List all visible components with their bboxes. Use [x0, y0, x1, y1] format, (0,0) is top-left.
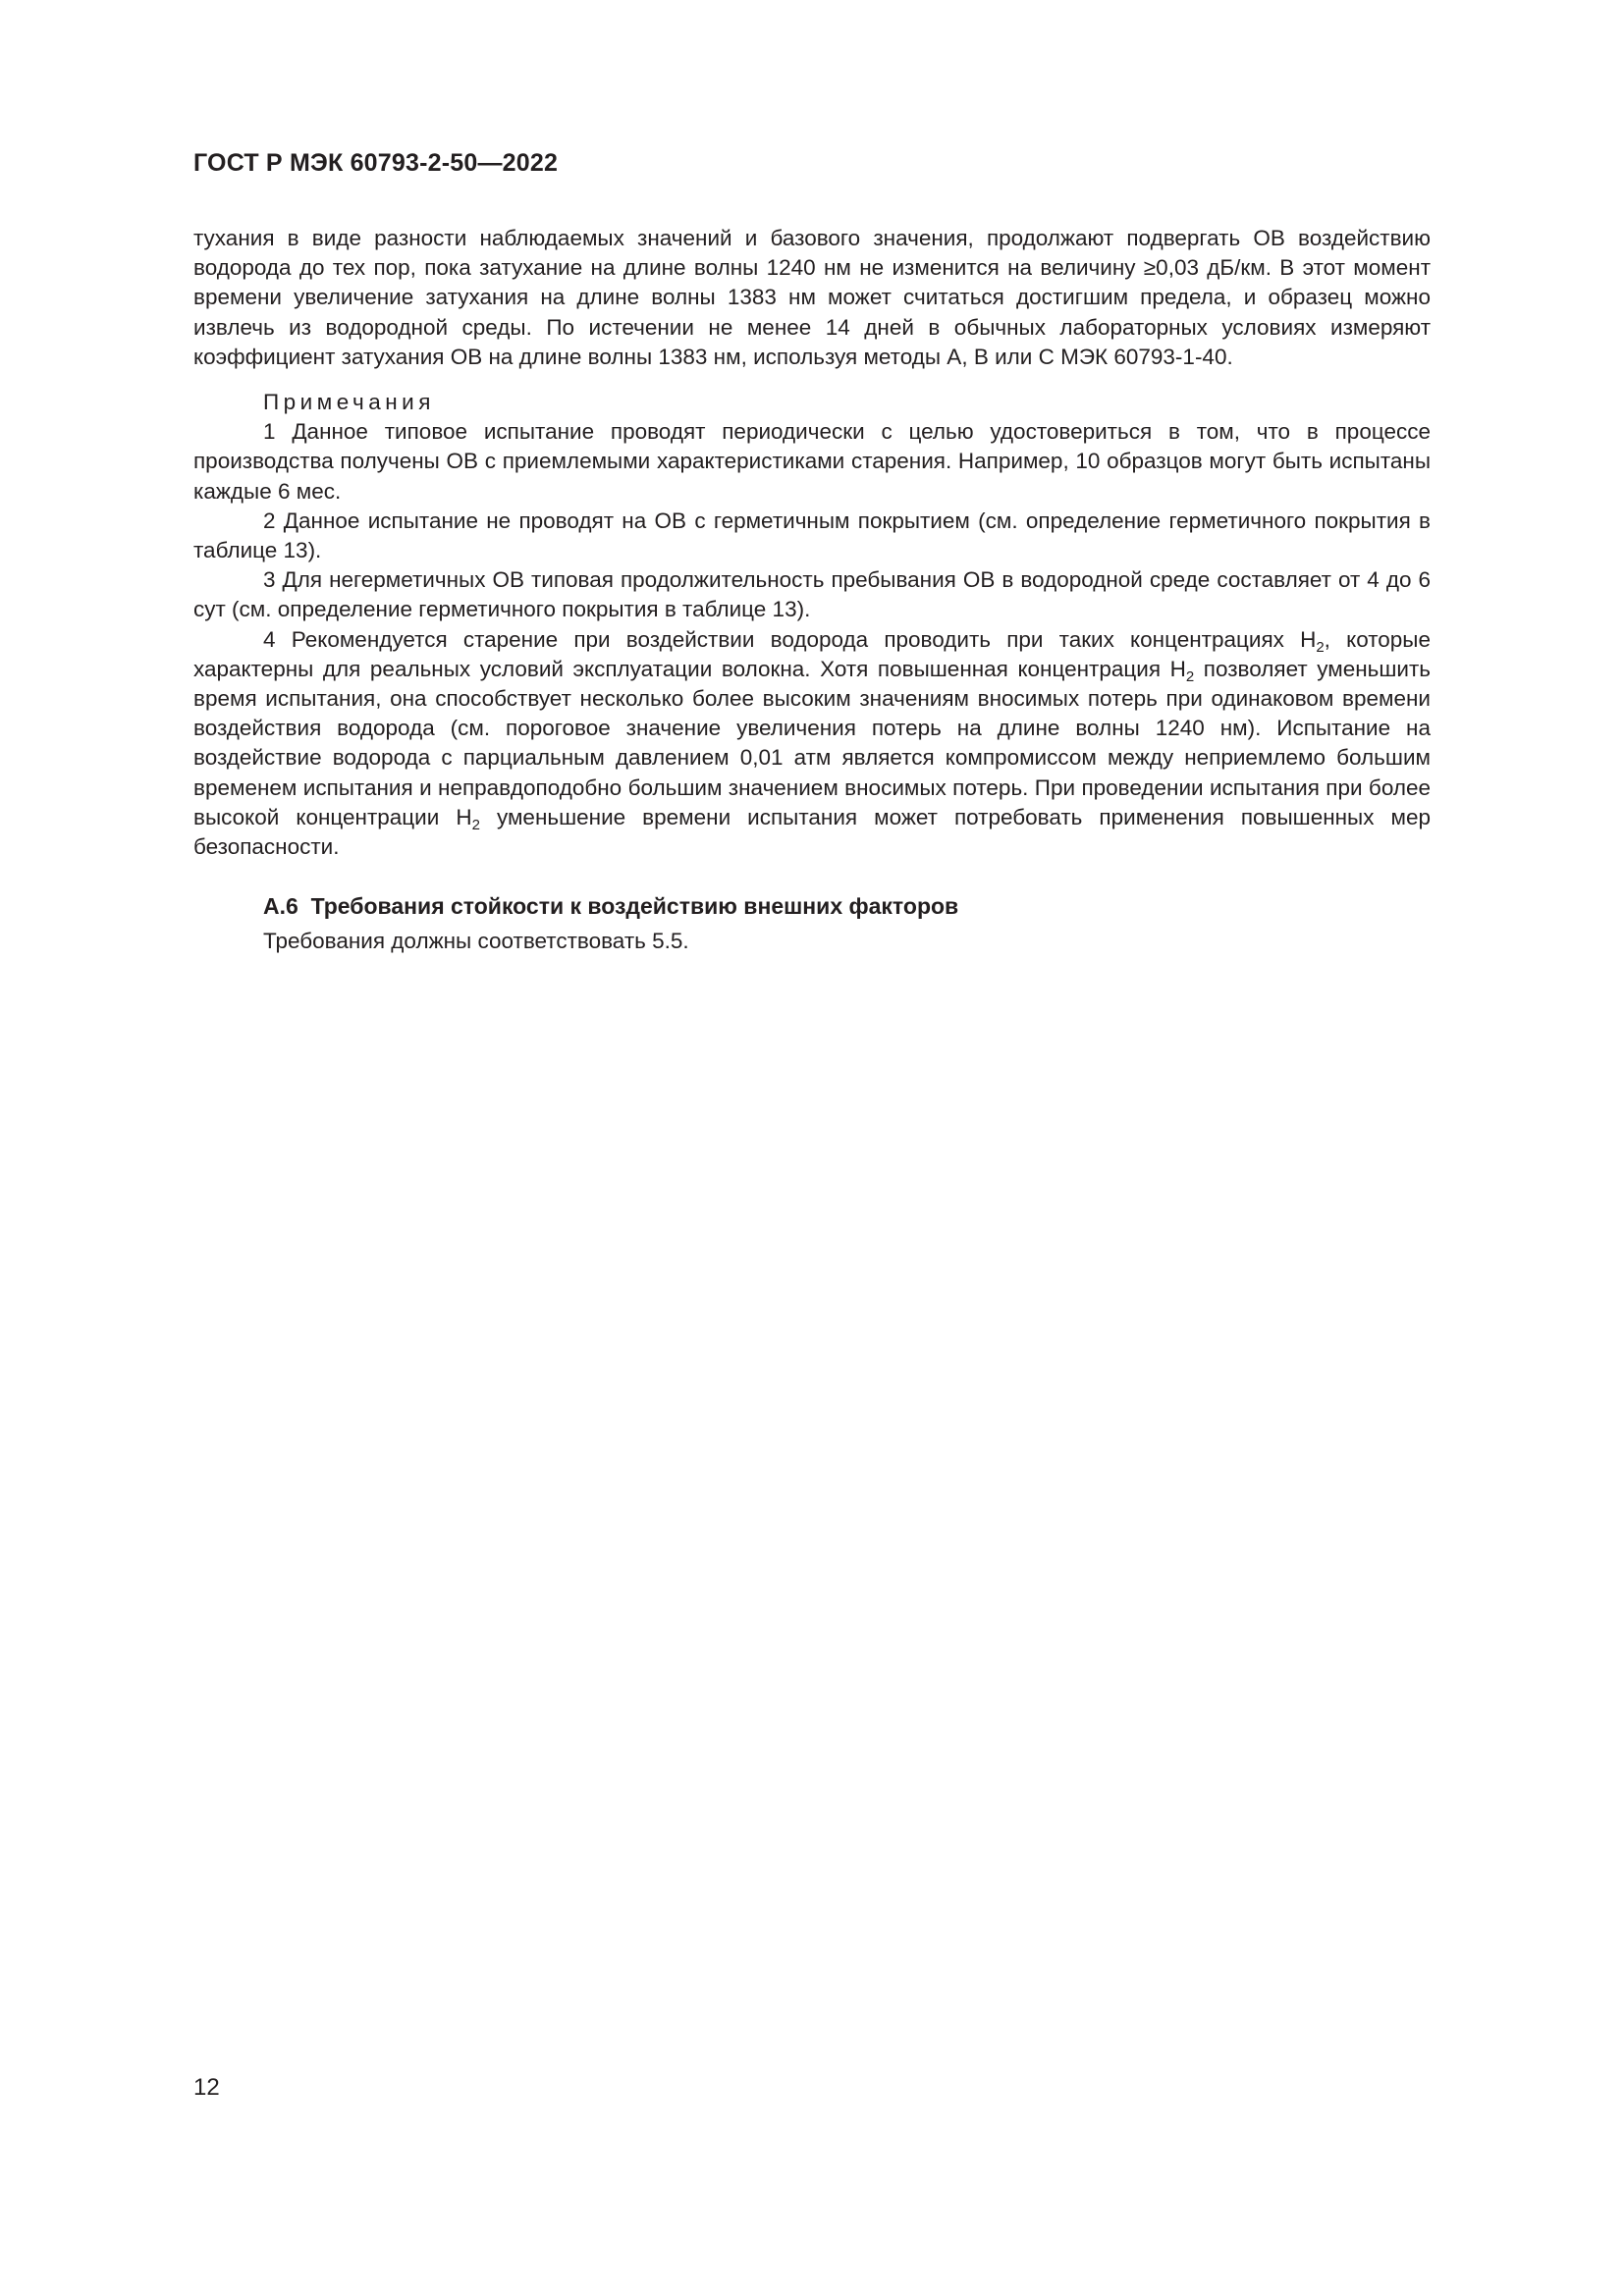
standard-header: ГОСТ Р МЭК 60793-2-50—2022 — [193, 149, 559, 177]
note-1: 1 Данное типовое испытание проводят периодически с целью удостовериться в том, что в процессе производства получены ОВ с приемлемыми характеристиками старения. Например, 10 образцов могут быть испытаны каждые 6 мес. — [193, 419, 1431, 504]
note-4-part-3: позволяет уменьшить время испытания, она способствует несколько более высоким значениям вносимых потерь при одинаковом времени воздействия водорода (см. пороговое значение увеличения потерь на длине волны 1240 нм). Испытание на воздействие водорода с парциальным давлением 0,01 атм является компромиссом между неприемлемо большим временем испытания и неправдоподобно большим значением вносимых потерь. При проведении испытания при более высокой концентрации H — [193, 656, 1431, 829]
page-content — [193, 224, 1431, 957]
page-number: 12 — [193, 2074, 220, 2101]
section-a6-heading: А.6 Требования стойкости к воздействию внешних факторов — [263, 893, 959, 920]
section-a6-text: Требования должны соответствовать 5.5. — [263, 929, 689, 954]
h2-subscript: 2 — [1316, 638, 1325, 656]
note-4 — [193, 625, 1431, 863]
notes-title: Примечания — [263, 390, 435, 415]
note-4-part-2: , которые характерны для реальных условий эксплуатации волокна. Хотя повышенная концентрация H — [193, 626, 1431, 681]
h2-subscript: 2 — [471, 816, 480, 833]
intro-paragraph: тухания в виде разности наблюдаемых значений и базового значения, продолжают подвергать ОВ воздействию водорода до тех пор, пока затухание на длине волны 1240 нм не изменится на величину ≥0,03 дБ/км. В этот момент времени увеличение затухания на длине волны 1383 нм может считаться достигшим предела, и образец можно извлечь из водородной среды. По истечении не менее 14 дней в обычных лабораторных условиях измеряют коэффициент затухания ОВ на длине волны 1383 нм, используя методы А, В или С МЭК 60793-1-40. — [193, 226, 1431, 369]
h2-subscript: 2 — [1185, 667, 1195, 685]
note-4-part-1: 4 Рекомендуется старение при воздействии водорода проводить при таких концентрациях H — [263, 626, 1317, 652]
note-2: 2 Данное испытание не проводят на ОВ с герметичным покрытием (см. определение герметичного покрытия в таблице 13). — [193, 507, 1431, 563]
note-3: 3 Для негерметичных ОВ типовая продолжительность пребывания ОВ в водородной среде составляет от 4 до 6 сут (см. определение герметичного покрытия в таблице 13). — [193, 567, 1431, 622]
note-4-part-4: уменьшение времени испытания может потребовать применения повышенных мер безопасности. — [193, 804, 1431, 860]
